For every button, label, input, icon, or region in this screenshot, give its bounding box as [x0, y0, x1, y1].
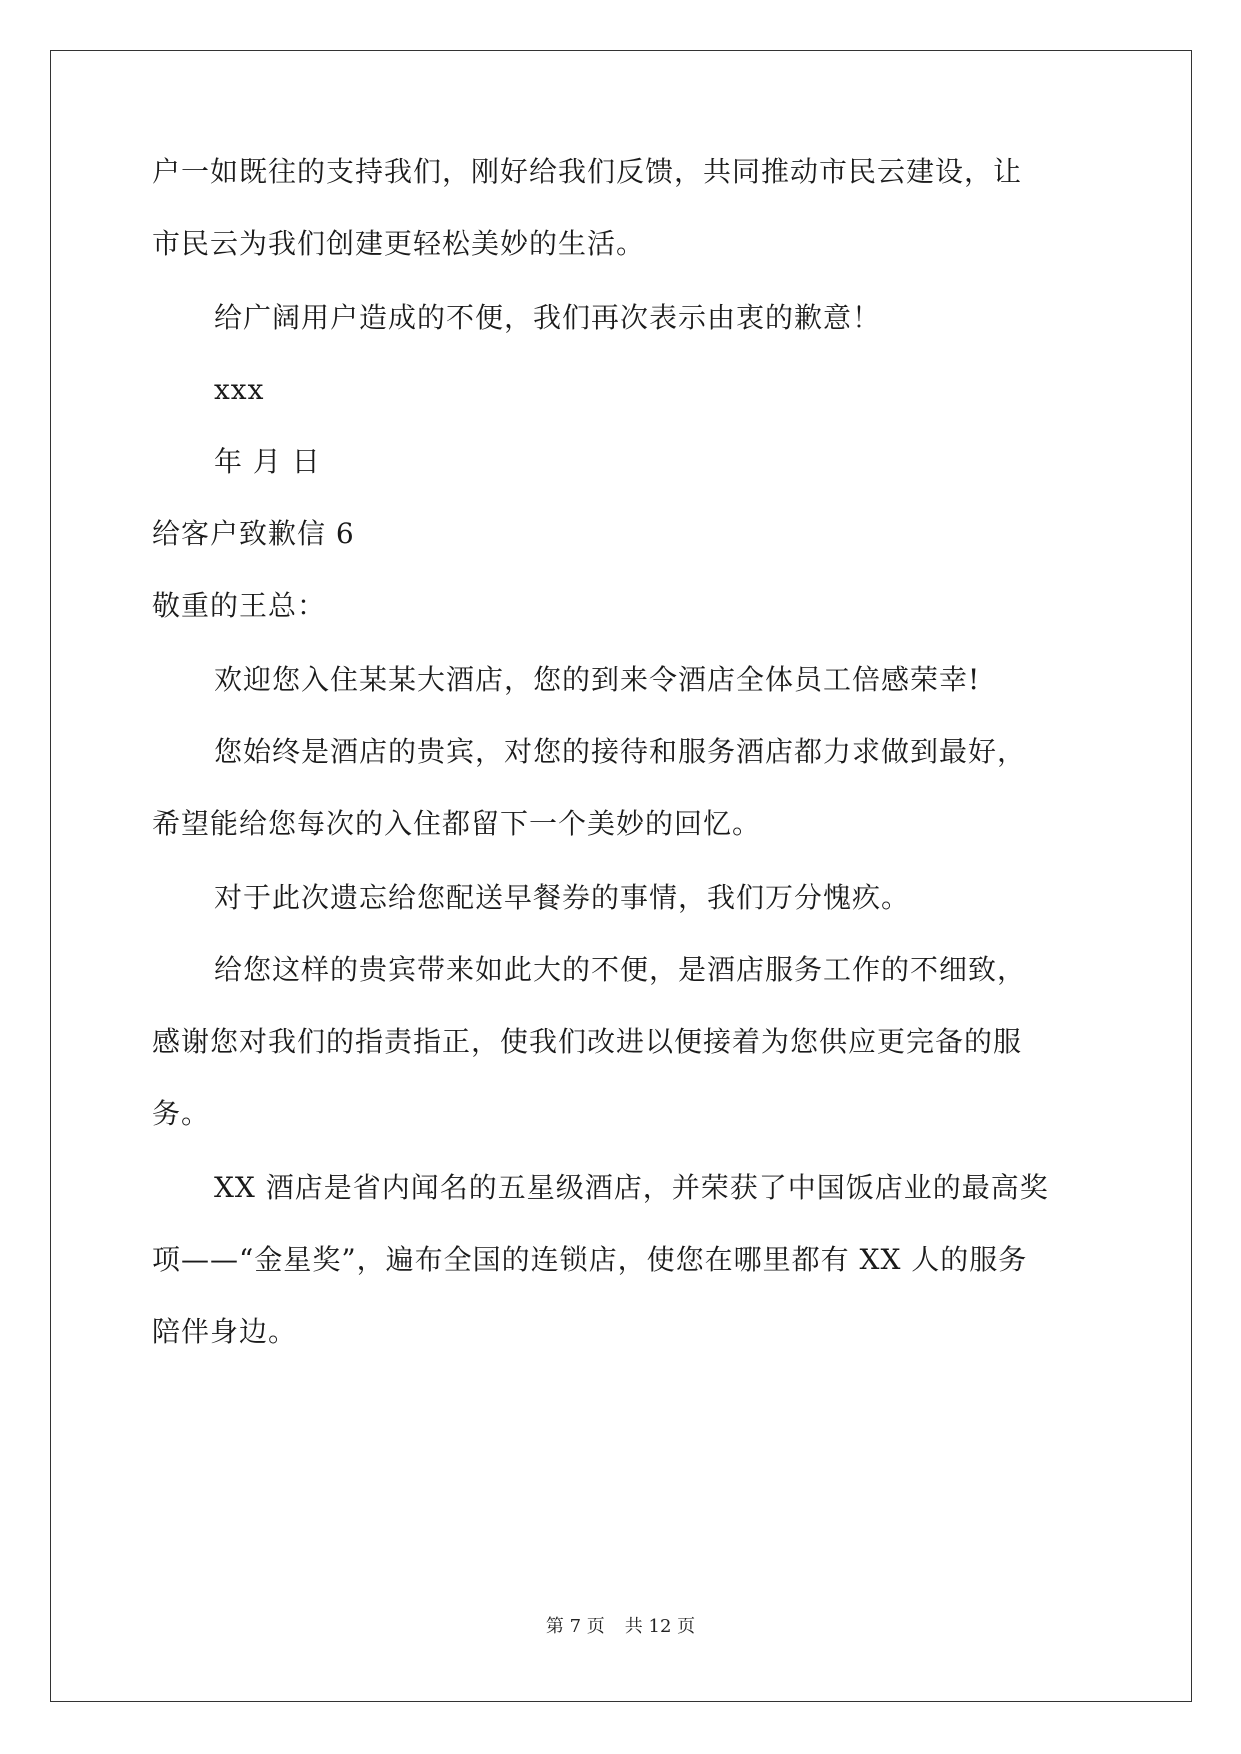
page-total: 共 12 页 — [624, 1616, 696, 1637]
body-line: 您始终是酒店的贵宾，对您的接待和服务酒店都力求做到最好， — [214, 735, 1027, 768]
section-heading: 给客户致歉信 6 — [152, 517, 355, 550]
body-line: 项——“金星奖”，遍布全国的连锁店，使您在哪里都有 XX 人的服务 — [152, 1243, 1028, 1276]
body-line: 市民云为我们创建更轻松美妙的生活。 — [152, 227, 646, 260]
body-line: XX 酒店是省内闻名的五星级酒店，并荣获了中国饭店业的最高奖 — [214, 1171, 1049, 1204]
salutation: 敬重的王总： — [152, 589, 327, 622]
body-line: 户一如既往的支持我们，刚好给我们反馈，共同推动市民云建设，让 — [152, 155, 1023, 188]
body-line: 对于此次遗忘给您配送早餐券的事情，我们万分愧疚。 — [214, 881, 911, 914]
body-line: 陪伴身边。 — [152, 1315, 298, 1348]
body-line: 务。 — [152, 1097, 211, 1130]
page-footer — [0, 1612, 1241, 1638]
body-line: xxx — [214, 373, 265, 406]
body-line: 感谢您对我们的指责指正，使我们改进以便接着为您供应更完备的服 — [152, 1025, 1023, 1058]
page-number: 第 7 页 — [545, 1616, 605, 1637]
body-line: 欢迎您入住某某大酒店，您的到来令酒店全体员工倍感荣幸! — [214, 663, 981, 696]
body-line: 年 月 日 — [214, 445, 321, 478]
body-line: 给您这样的贵宾带来如此大的不便，是酒店服务工作的不细致， — [214, 953, 1027, 986]
body-line: 给广阔用户造成的不便，我们再次表示由衷的歉意！ — [214, 301, 882, 334]
body-line: 希望能给您每次的入住都留下一个美妙的回忆。 — [152, 807, 762, 840]
